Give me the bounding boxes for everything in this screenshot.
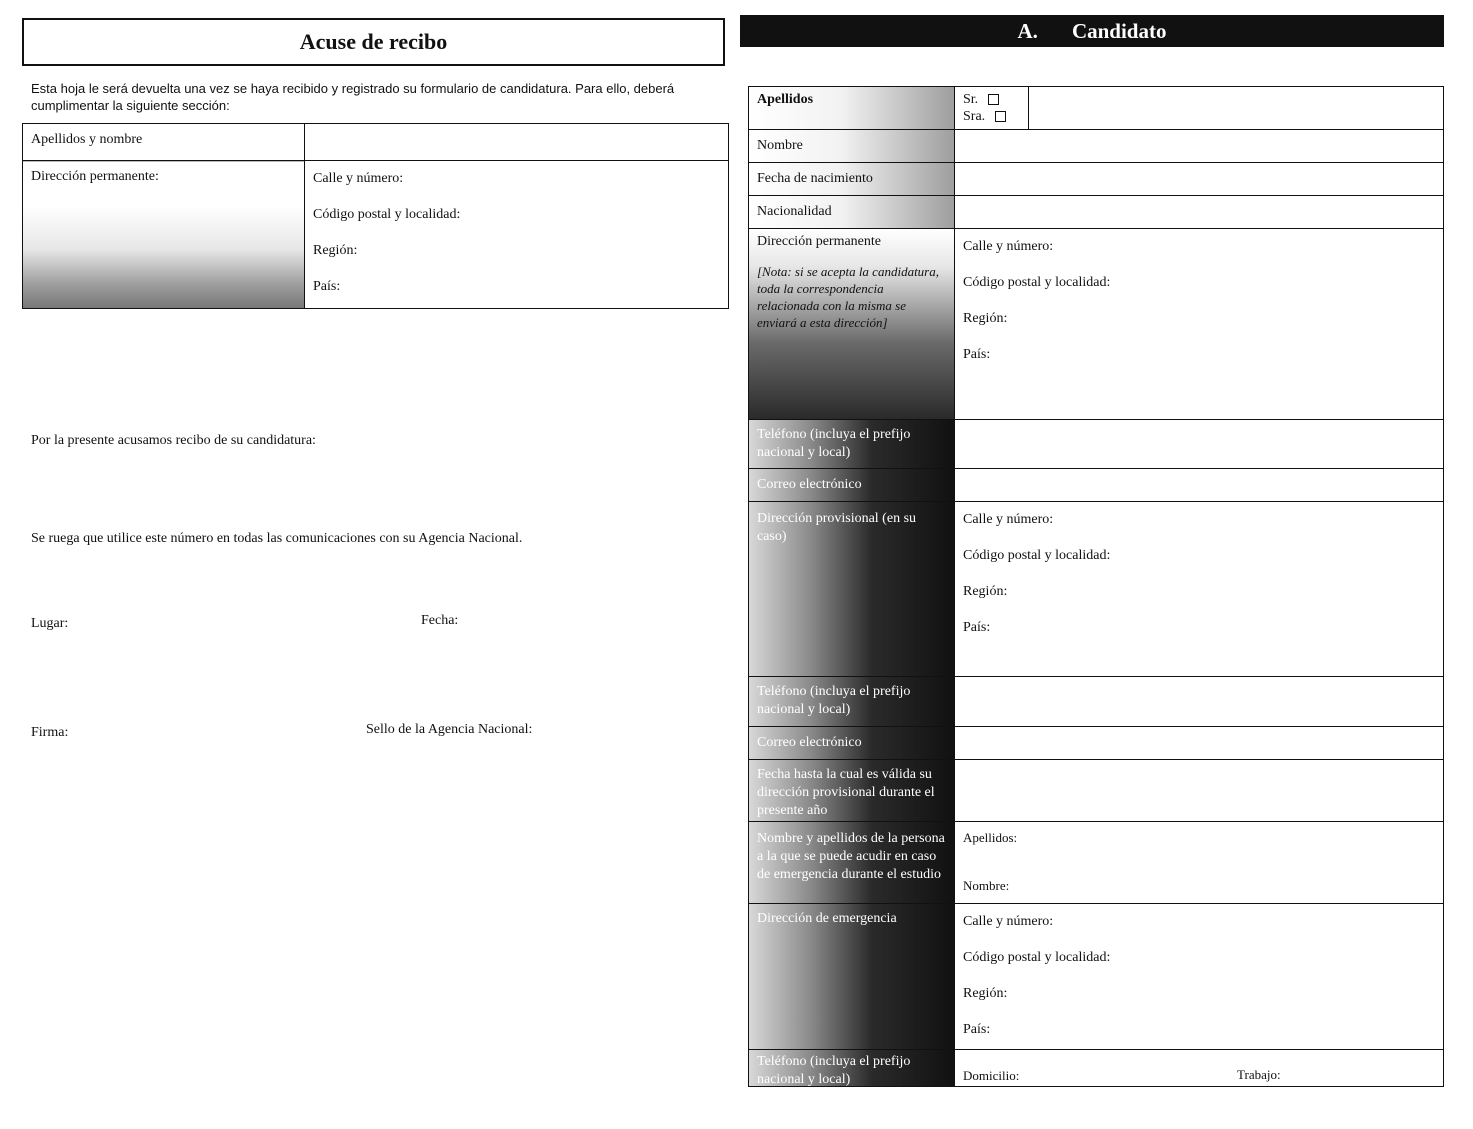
street-label: Calle y número: xyxy=(313,171,404,186)
surname-row xyxy=(748,86,1444,130)
email-field[interactable] xyxy=(955,469,1443,501)
phone-label: Teléfono (incluya el prefijo nacional y local) xyxy=(749,420,955,468)
emergency-name-label: Nombre: xyxy=(963,878,1010,893)
nationality-row xyxy=(748,196,1444,229)
mrs-option[interactable]: Sra. xyxy=(963,108,1020,125)
valid-until-row xyxy=(748,760,1444,822)
nationality-label: Nacionalidad xyxy=(749,196,955,228)
phone2-field[interactable] xyxy=(955,677,1443,726)
em-postcode-label: Código postal y localidad: xyxy=(963,950,1111,965)
phone-row xyxy=(748,420,1444,469)
phone2-label: Teléfono (incluya el prefijo nacional y local) xyxy=(749,677,955,726)
emergency-person-label: Nombre y apellidos de la persona a la que se puede acudir en caso de emergencia durante el estudio xyxy=(749,822,955,903)
temp-postcode-label: Código postal y localidad: xyxy=(963,548,1111,563)
phone-field[interactable] xyxy=(955,420,1443,468)
perm-address-fields[interactable] xyxy=(955,229,1443,419)
perm-postcode-label: Código postal y localidad: xyxy=(963,275,1111,290)
birth-date-field[interactable] xyxy=(955,163,1443,195)
title-selector xyxy=(955,87,1029,129)
surname-label: Apellidos xyxy=(749,87,955,129)
section-letter: A. xyxy=(1017,18,1038,43)
first-name-label: Nombre xyxy=(749,130,955,162)
place-label: Lugar: xyxy=(31,616,69,631)
region-label: Región: xyxy=(313,243,358,258)
emergency-surname-label: Apellidos: xyxy=(963,830,1018,845)
phone3-label: Teléfono (incluya el prefijo nacional y local) xyxy=(749,1050,955,1086)
mr-option[interactable]: Sr. xyxy=(963,91,1020,108)
temp-country-label: País: xyxy=(963,620,991,635)
emergency-person-fields[interactable] xyxy=(955,822,1443,903)
valid-until-field[interactable] xyxy=(955,760,1443,821)
address-field-group[interactable] xyxy=(305,161,729,309)
emergency-address-label: Dirección de emergencia xyxy=(749,904,955,1049)
nationality-field[interactable] xyxy=(955,196,1443,228)
perm-address-label: Dirección permanente xyxy=(757,234,881,249)
email2-label: Correo electrónico xyxy=(749,727,955,759)
temp-address-fields[interactable] xyxy=(955,502,1443,676)
mr-checkbox[interactable] xyxy=(988,94,999,105)
section-title: Candidato xyxy=(1071,18,1167,43)
valid-until-label: Fecha hasta la cual es válida su dirección provisional durante el presente año xyxy=(749,760,955,821)
acknowledgement-title: Acuse de recibo xyxy=(22,18,725,66)
email2-field[interactable] xyxy=(955,727,1443,759)
first-name-row xyxy=(748,130,1444,163)
surname-field[interactable] xyxy=(1029,87,1443,129)
em-region-label: Región: xyxy=(963,986,1008,1001)
email-label: Correo electrónico xyxy=(749,469,955,501)
work-phone-label: Trabajo: xyxy=(1237,1067,1281,1082)
address-label: Dirección permanente: xyxy=(23,161,305,309)
use-number-text: Se ruega que utilice este número en todas las comunicaciones con su Agencia Nacional. xyxy=(31,531,523,546)
temp-region-label: Región: xyxy=(963,584,1008,599)
phone3-fields[interactable] xyxy=(955,1050,1443,1086)
section-banner xyxy=(740,15,1444,47)
mrs-checkbox[interactable] xyxy=(995,111,1006,122)
birth-date-label: Fecha de nacimiento xyxy=(749,163,955,195)
first-name-field[interactable] xyxy=(955,130,1443,162)
phone2-row xyxy=(748,677,1444,727)
emergency-address-fields[interactable] xyxy=(955,904,1443,1049)
signature-label: Firma: xyxy=(31,725,69,740)
emergency-person-row xyxy=(748,822,1444,904)
phone3-row xyxy=(748,1050,1444,1087)
birth-date-row xyxy=(748,163,1444,196)
name-label: Apellidos y nombre xyxy=(23,124,305,161)
perm-address-row xyxy=(748,229,1444,420)
em-country-label: País: xyxy=(963,1022,991,1037)
country-label: País: xyxy=(313,279,341,294)
date-label: Fecha: xyxy=(421,613,459,628)
perm-country-label: País: xyxy=(963,347,991,362)
email-row xyxy=(748,469,1444,502)
perm-region-label: Región: xyxy=(963,311,1008,326)
name-field[interactable] xyxy=(305,124,729,161)
applicant-address-table xyxy=(22,123,729,309)
intro-text: Esta hoja le será devuelta una vez se haya recibido y registrado su formulario de candidatura. Para ello, deberá cumplimentar la siguiente sección: xyxy=(31,81,675,113)
temp-address-row xyxy=(748,502,1444,677)
perm-street-label: Calle y número: xyxy=(963,239,1054,254)
temp-address-label: Dirección provisional (en su caso) xyxy=(749,502,955,676)
perm-address-note: [Nota: si se acepta la candidatura, toda la correspondencia relacionada con la misma se enviará a esta dirección] xyxy=(757,264,939,330)
temp-street-label: Calle y número: xyxy=(963,512,1054,527)
home-phone-label: Domicilio: xyxy=(963,1068,1020,1083)
ack-text: Por la presente acusamos recibo de su candidatura: xyxy=(31,433,316,448)
emergency-address-row xyxy=(748,904,1444,1050)
postcode-label: Código postal y localidad: xyxy=(313,207,461,222)
perm-address-label-cell xyxy=(749,229,955,419)
em-street-label: Calle y número: xyxy=(963,914,1054,929)
email2-row xyxy=(748,727,1444,760)
stamp-label: Sello de la Agencia Nacional: xyxy=(366,722,533,737)
